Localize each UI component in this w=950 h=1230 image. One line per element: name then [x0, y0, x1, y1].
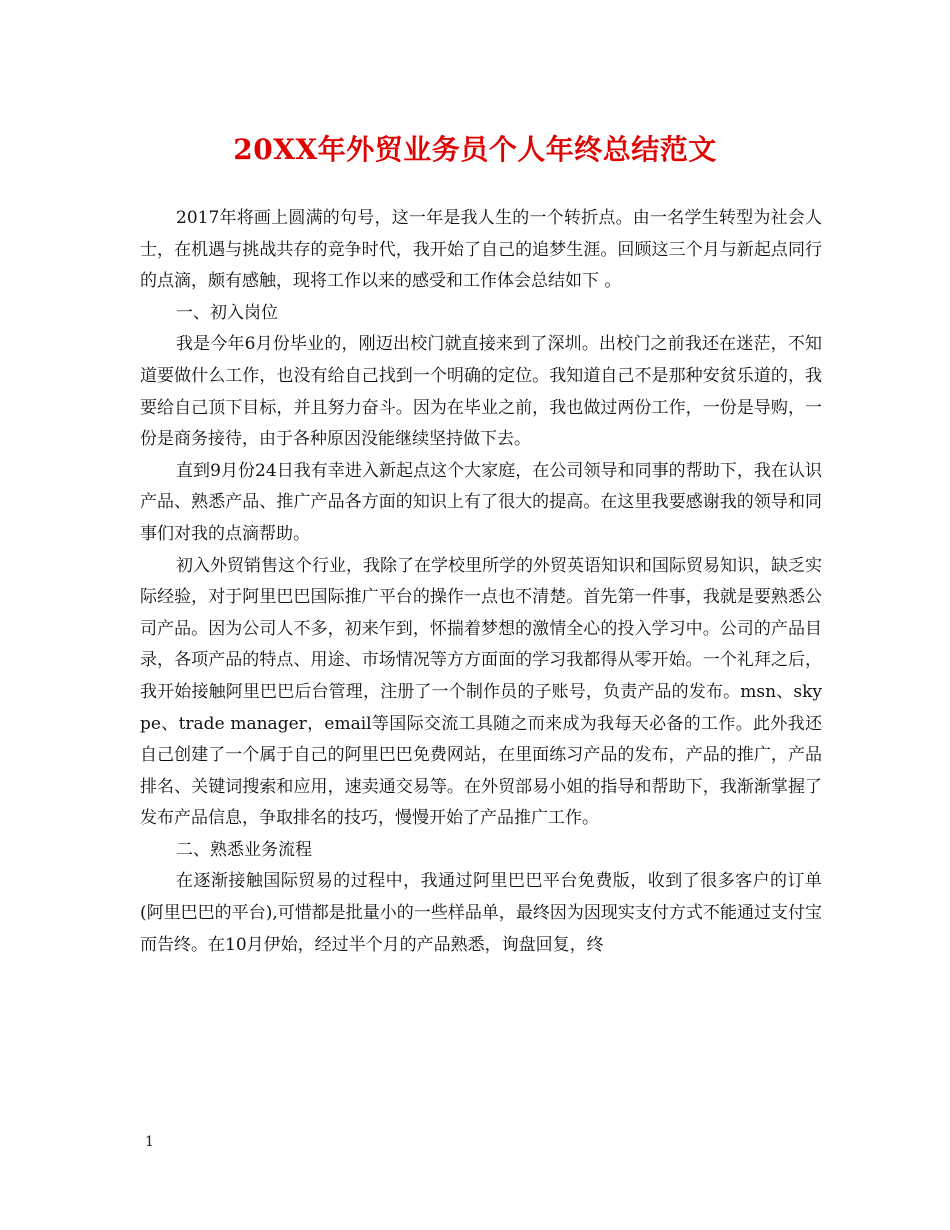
paragraph: 在逐渐接触国际贸易的过程中，我通过阿里巴巴平台免费版，收到了很多客户的订单(阿里巴巴的平台),可惜都是批量小的一些样品单，最终因为因现实支付方式不能通过支付宝而告终。在10月伊始，经过半个月的产品熟悉，询盘回复，终	[140, 871, 822, 955]
section-heading: 一、初入岗位	[176, 302, 278, 323]
document-title: 20XX年外贸业务员个人年终总结范文	[233, 133, 717, 166]
document-body	[140, 203, 822, 961]
page-number: 1	[145, 1134, 154, 1150]
paragraph: 直到9月份24日我有幸进入新起点这个大家庭，在公司领导和同事的帮助下，我在认识产品、熟悉产品、推广产品各方面的知识上有了很大的提高。在这里我要感谢我的领导和同事们对我的点滴帮助。	[140, 460, 822, 544]
paragraph: 2017年将画上圆满的句号，这一年是我人生的一个转折点。由一名学生转型为社会人士，在机遇与挑战共存的竞争时代，我开始了自己的追梦生涯。回顾这三个月与新起点同行的点滴，颇有感触，现将工作以来的感受和工作体会总结如下 。	[140, 208, 822, 292]
paragraph: 我是今年6月份毕业的，刚迈出校门就直接来到了深圳。出校门之前我还在迷茫，不知道要做什么工作，也没有给自己找到一个明确的定位。我知道自己不是那种安贫乐道的，我要给自己顶下目标，并且努力奋斗。因为在毕业之前，我也做过两份工作，一份是导购，一份是商务接待，由于各种原因没能继续坚持做下去。	[140, 334, 822, 450]
paragraph: 初入外贸销售这个行业，我除了在学校里所学的外贸英语知识和国际贸易知识，缺乏实际经验，对于阿里巴巴国际推广平台的操作一点也不清楚。首先第一件事，我就是要熟悉公司产品。因为公司人不多，初来乍到，怀揣着梦想的激情全心的投入学习中。公司的产品目录，各项产品的特点、用途、市场情况等方方面面的学习我都得从零开始。一个礼拜之后，我开始接触阿里巴巴后台管理，注册了一个制作员的子账号，负责产品的发布。msn、skype、trade manager，email等国际交流工具随之而来成为我每天必备的工作。此外我还自己创建了一个属于自己的阿里巴巴免费网站，在里面练习产品的发布，产品的推广，产品排名、关键词搜索和应用，速卖通交易等。在外贸部易小姐的指导和帮助下，我渐渐掌握了发布产品信息，争取排名的技巧，慢慢开始了产品推广工作。	[140, 555, 822, 829]
section-heading: 二、熟悉业务流程	[176, 839, 312, 860]
